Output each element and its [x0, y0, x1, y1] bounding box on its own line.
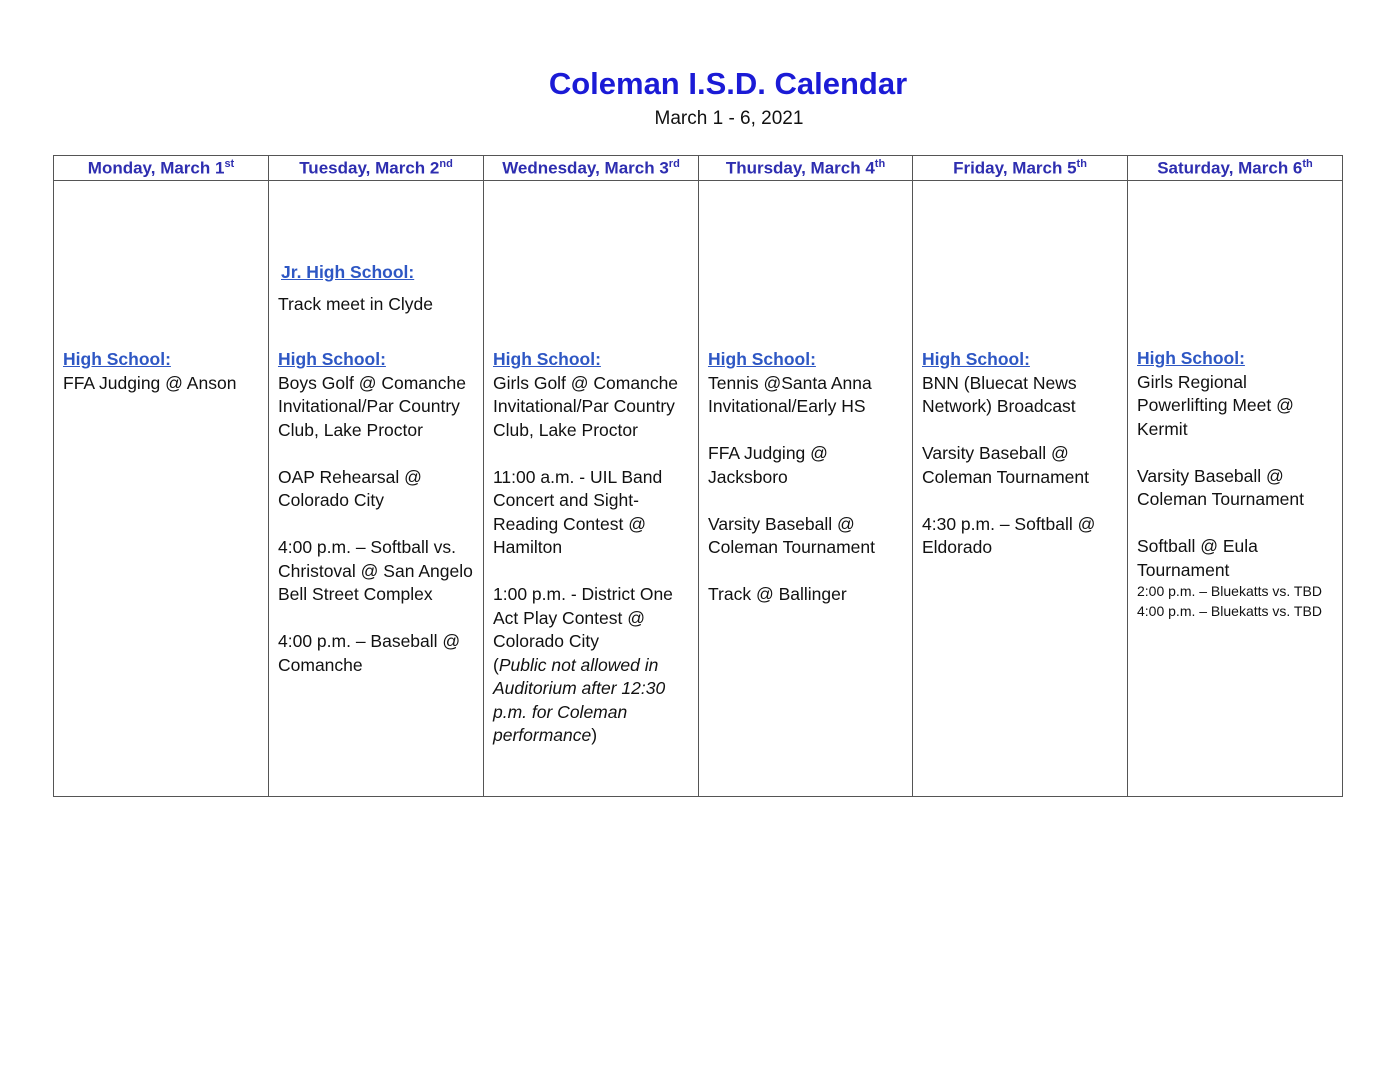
- day-header-tuesday: Tuesday, March 2nd: [269, 156, 484, 181]
- events-row: [54, 181, 1343, 797]
- event-line: Varsity Baseball @: [1137, 465, 1284, 486]
- jr-high-section: [278, 261, 433, 316]
- event-line: Eldorado: [922, 537, 993, 557]
- tuesday-cell: [269, 181, 484, 797]
- event-line: Coleman Tournament: [1137, 489, 1304, 509]
- friday-events: [922, 348, 1123, 560]
- event-line: Colorado City: [493, 631, 600, 651]
- event-line: 4:00 p.m. – Softball vs.: [278, 537, 457, 557]
- event-line: OAP Rehearsal @: [278, 466, 422, 487]
- high-school-heading: High School:: [493, 349, 601, 369]
- event-line: Powerlifting Meet @: [1137, 395, 1294, 415]
- event-line: 1:00 p.m. - District One: [493, 584, 673, 604]
- date-range: March 1 - 6, 2021: [654, 108, 804, 129]
- event-line: Boys Golf @ Comanche: [278, 372, 466, 393]
- wednesday-events: [493, 348, 694, 748]
- wednesday-cell: [484, 181, 699, 797]
- thursday-events: [708, 348, 908, 607]
- event-line: Concert and Sight-: [493, 490, 639, 510]
- event-line: Softball @ Eula: [1137, 536, 1258, 556]
- day-header-saturday: Saturday, March 6th: [1128, 156, 1343, 181]
- event-line: Track meet in Clyde: [278, 293, 433, 314]
- monday-events: [63, 348, 264, 395]
- event-line: Track @ Ballinger: [708, 584, 847, 604]
- note-line: (Public not allowed in: [493, 654, 659, 675]
- event-line: FFA Judging @: [708, 443, 828, 463]
- high-school-heading: High School:: [63, 349, 171, 369]
- friday-cell: [913, 181, 1128, 797]
- event-line: Invitational/Early HS: [708, 396, 866, 416]
- day-header-thursday: Thursday, March 4th: [699, 156, 913, 181]
- event-line: Coleman Tournament: [922, 466, 1089, 487]
- calendar-table: [53, 155, 1343, 797]
- event-line: Colorado City: [278, 490, 385, 510]
- saturday-events: [1137, 347, 1338, 621]
- day-header-friday: Friday, March 5th: [913, 156, 1128, 181]
- event-line: Invitational/Par Country: [493, 396, 675, 416]
- event-line: Comanche: [278, 654, 363, 675]
- game-time-line: 4:00 p.m. – Bluekatts vs. TBD: [1137, 602, 1322, 619]
- event-line: Invitational/Par Country: [278, 396, 460, 416]
- event-line: Club, Lake Proctor: [278, 419, 423, 440]
- event-line: Girls Regional: [1137, 371, 1247, 392]
- event-line: 4:30 p.m. – Softball @: [922, 513, 1096, 534]
- high-school-heading: High School:: [278, 349, 386, 369]
- note-line: Auditorium after 12:30: [493, 678, 666, 698]
- event-line: Varsity Baseball @: [922, 443, 1069, 463]
- saturday-cell: [1128, 181, 1343, 797]
- note-line: performance): [493, 725, 598, 745]
- event-line: Varsity Baseball @: [708, 513, 855, 534]
- thursday-cell: [699, 181, 913, 797]
- game-time-line: 2:00 p.m. – Bluekatts vs. TBD: [1137, 583, 1322, 599]
- event-line: Act Play Contest @: [493, 607, 645, 628]
- high-school-heading: High School:: [708, 349, 816, 369]
- event-line: Christoval @ San Angelo: [278, 560, 473, 581]
- event-line: Girls Golf @ Comanche: [493, 372, 679, 393]
- event-line: 11:00 a.m. - UIL Band: [493, 466, 663, 487]
- event-line: BNN (Bluecat News: [922, 372, 1077, 393]
- jr-high-heading: Jr. High School:: [281, 262, 415, 282]
- page-title: Coleman I.S.D. Calendar: [548, 66, 908, 101]
- event-line: Network) Broadcast: [922, 396, 1076, 416]
- event-line: FFA Judging @ Anson: [63, 372, 237, 393]
- day-header-wednesday: Wednesday, March 3rd: [484, 156, 699, 181]
- event-line: Coleman Tournament: [708, 537, 875, 557]
- event-line: Bell Street Complex: [278, 584, 433, 604]
- day-header-monday: Monday, March 1st: [54, 156, 269, 181]
- event-line: Kermit: [1137, 418, 1188, 439]
- note-line: p.m. for Coleman: [493, 701, 628, 722]
- event-line: Hamilton: [493, 537, 563, 557]
- tuesday-events: [278, 348, 479, 677]
- event-line: Tournament: [1137, 559, 1230, 580]
- event-line: Reading Contest @: [493, 513, 646, 534]
- header-row: [54, 156, 1343, 181]
- high-school-heading: High School:: [922, 349, 1030, 369]
- monday-cell: [54, 181, 269, 797]
- event-line: Jacksboro: [708, 466, 788, 487]
- event-line: 4:00 p.m. – Baseball @: [278, 631, 461, 651]
- event-line: Tennis @Santa Anna: [708, 372, 872, 393]
- high-school-heading: High School:: [1137, 348, 1245, 368]
- event-line: Club, Lake Proctor: [493, 419, 638, 440]
